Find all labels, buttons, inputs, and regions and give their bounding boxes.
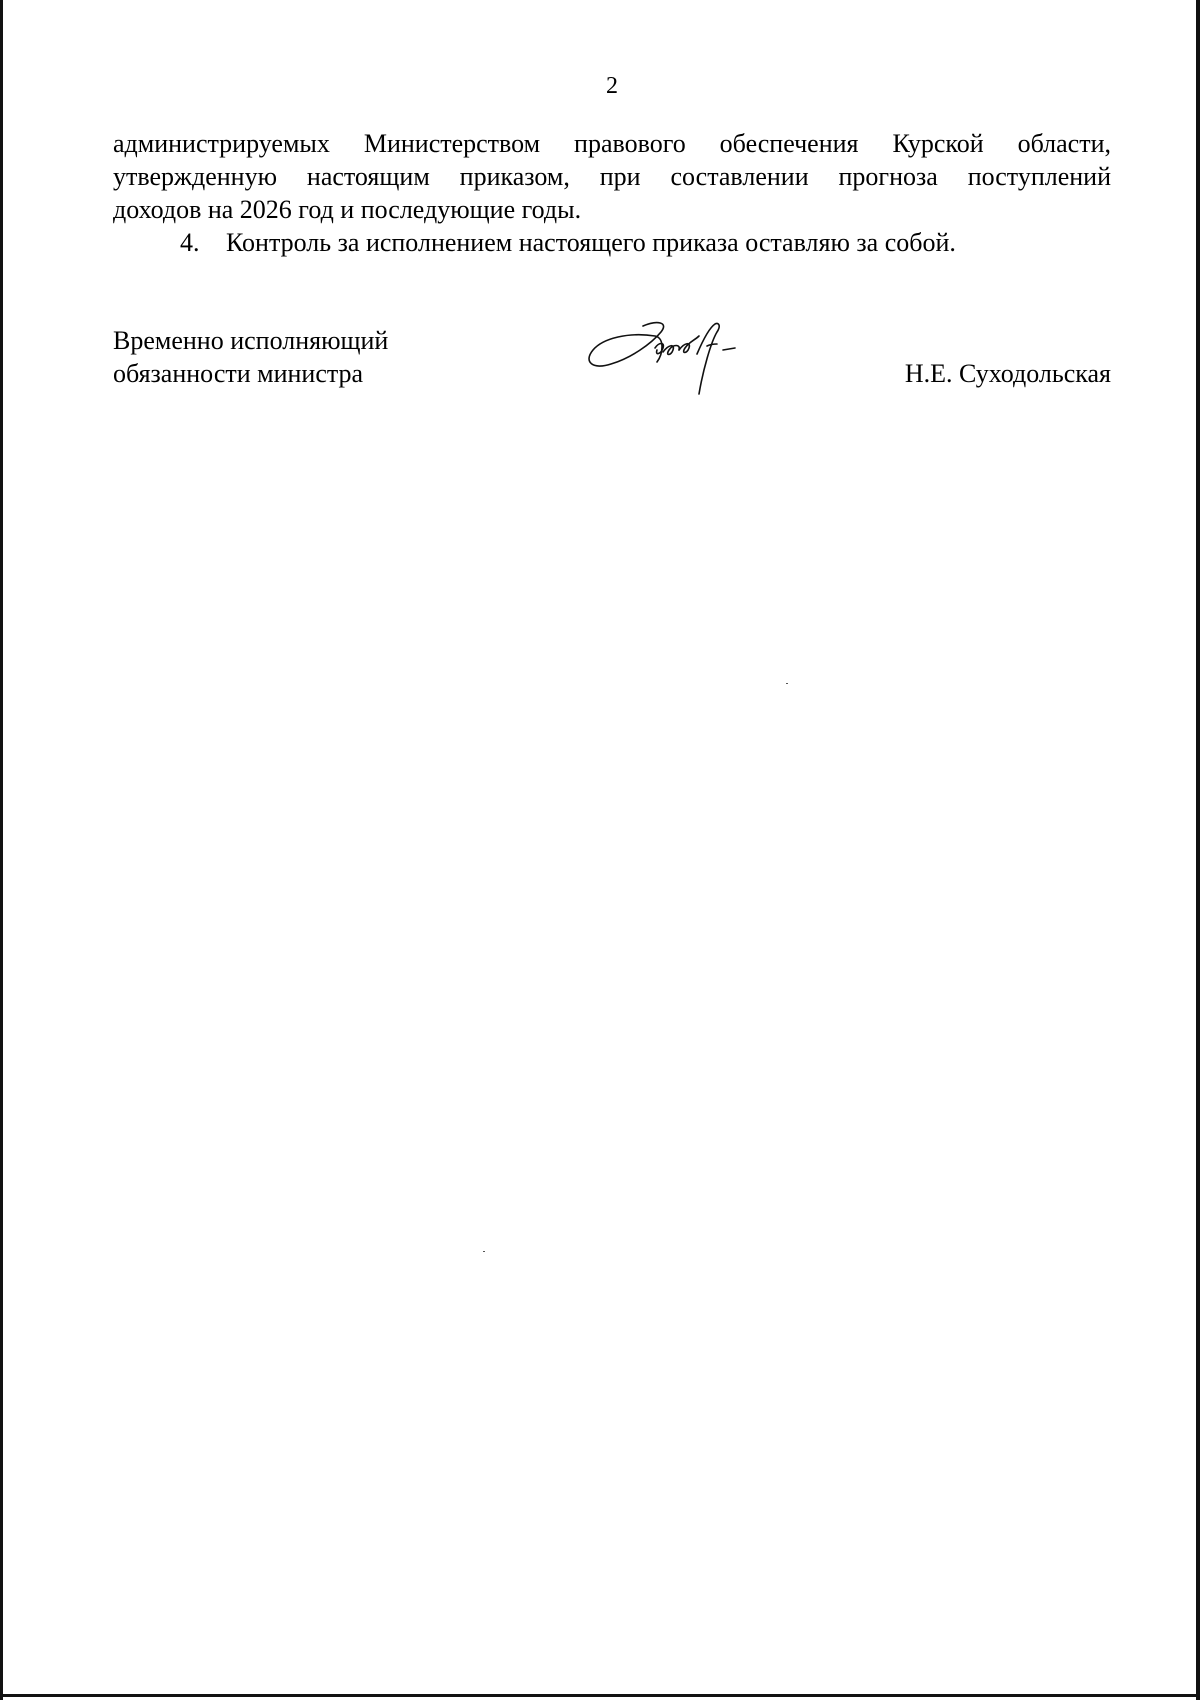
scan-speck [483, 1251, 485, 1252]
scan-border-bottom [0, 1694, 1200, 1697]
paragraph-line: утвержденную настоящим приказом, при составлении прогноза поступлений [113, 162, 1111, 191]
signer-position-line: Временно исполняющий [113, 326, 389, 355]
list-item-text: Контроль за исполнением настоящего приказа оставляю за собой. [226, 228, 956, 257]
handwritten-signature [585, 318, 785, 418]
scan-speck [786, 683, 788, 684]
list-item-4 [180, 226, 1111, 259]
signer-position-line: обязанности министра [113, 359, 364, 388]
continued-paragraph [113, 127, 1111, 226]
signer-position [113, 324, 473, 390]
scan-border-left [0, 0, 3, 1700]
paragraph-line: доходов на 2026 год и последующие годы. [113, 195, 582, 224]
signer-name: Н.Е. Суходольская [904, 359, 1111, 388]
scan-border-right [1196, 0, 1200, 1700]
list-item-number: 4. [180, 228, 200, 257]
page-number: 2 [606, 73, 618, 99]
paragraph-line: администрируемых Министерством правового обеспечения Курской области, [113, 129, 1111, 158]
